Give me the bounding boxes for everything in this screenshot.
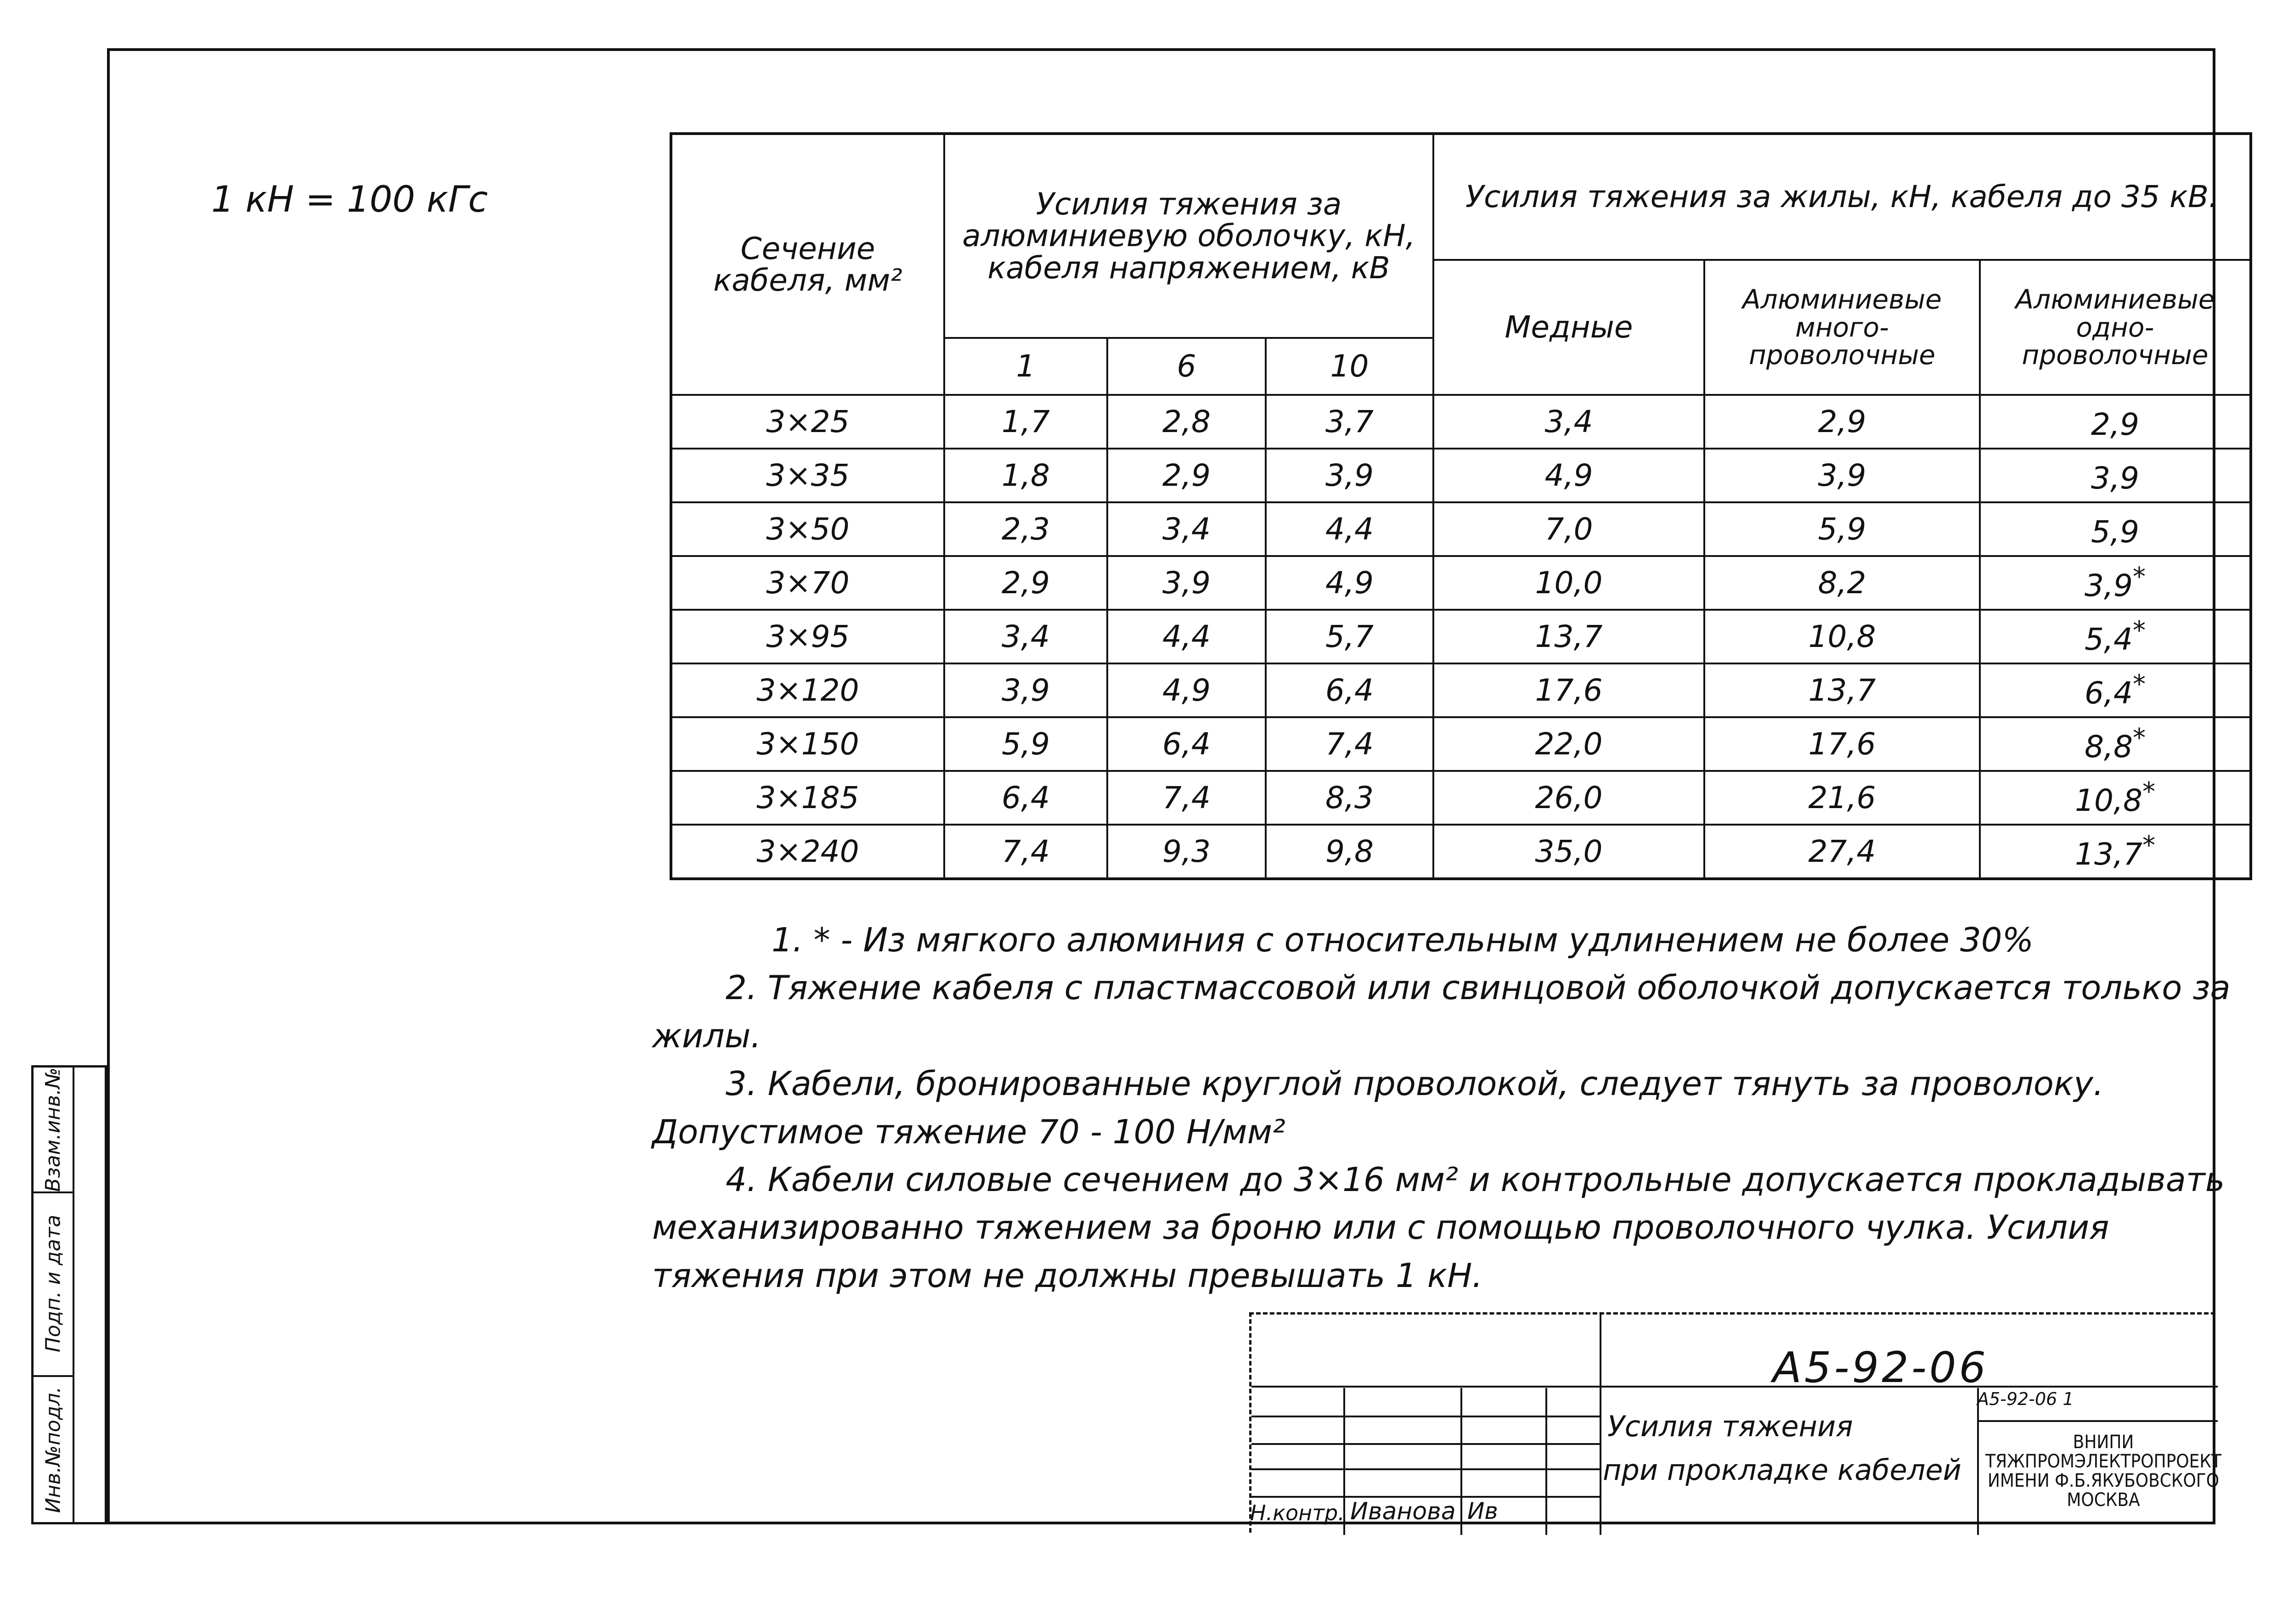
cell-v6: 2,8	[1107, 395, 1266, 449]
note-3: 3. Кабели, бронированные круглой проволокой, следует тянуть за проволоку. Допустимое тяжение 70 - 100 Н/мм²	[652, 1064, 2104, 1151]
note-4: 4. Кабели силовые сечением до 3×16 мм² и контрольные допускается прокладывать механизированно тяжением за броню или с помощью проволочного чулка. Усилия тяжения при этом не должны превышать 1 кН.	[652, 1160, 2225, 1295]
cell-v1: 2,9	[944, 556, 1107, 610]
signature: Ив	[1467, 1498, 1498, 1524]
pulling-force-table	[670, 132, 2252, 880]
cell-al_single: 10,8*	[1980, 771, 2251, 825]
norm-control-name: Иванова	[1350, 1498, 1456, 1525]
cell-section: 3×185	[671, 771, 944, 825]
header-sheath: Усилия тяжения за алюминиевую оболочку, кН, кабеля напряжением, кВ	[944, 134, 1433, 338]
cell-cu: 22,0	[1433, 717, 1704, 771]
cell-al_multi: 3,9	[1704, 449, 1980, 502]
cell-v1: 6,4	[944, 771, 1107, 825]
cell-v10: 5,7	[1266, 610, 1433, 663]
cell-al_single: 3,9*	[1980, 556, 2251, 610]
cell-cu: 26,0	[1433, 771, 1704, 825]
table-row	[671, 663, 2251, 717]
cell-cu: 10,0	[1433, 556, 1704, 610]
cell-v1: 1,7	[944, 395, 1107, 449]
cell-section: 3×35	[671, 449, 944, 502]
cell-al_multi: 13,7	[1704, 663, 1980, 717]
cell-v1: 3,4	[944, 610, 1107, 663]
cell-cu: 3,4	[1433, 395, 1704, 449]
side-approval-strip	[31, 1065, 107, 1524]
cell-al_multi: 10,8	[1704, 610, 1980, 663]
header-voltage-6: 6	[1107, 338, 1266, 395]
table-row	[671, 395, 2251, 449]
cell-v6: 6,4	[1107, 717, 1266, 771]
drawing-code: А5-92-06	[1773, 1343, 1989, 1392]
cell-v1: 5,9	[944, 717, 1107, 771]
sheet-info: А5-92-06 1	[1977, 1389, 2074, 1409]
table-row	[671, 825, 2251, 879]
cell-section: 3×25	[671, 395, 944, 449]
cell-v10: 9,8	[1266, 825, 1433, 879]
cell-al_multi: 2,9	[1704, 395, 1980, 449]
cell-al_single: 2,9	[1980, 395, 2251, 449]
strip-cell-signature: Подп. и дата	[34, 1191, 73, 1377]
organization-block: ВНИПИ ТЯЖПРОМЭЛЕКТРОПРОЕКТ ИМЕНИ Ф.Б.ЯКУБОВСКОГО МОСКВА	[1985, 1432, 2221, 1511]
cell-v10: 6,4	[1266, 663, 1433, 717]
cell-v10: 4,4	[1266, 502, 1433, 556]
note-2: 2. Тяжение кабеля с пластмассовой или свинцовой оболочкой допускается только за жилы.	[652, 968, 2231, 1055]
cell-v6: 2,9	[1107, 449, 1266, 502]
cell-al_multi: 27,4	[1704, 825, 1980, 879]
cell-al_single: 13,7*	[1980, 825, 2251, 879]
cell-cu: 17,6	[1433, 663, 1704, 717]
footnote-star: *	[2132, 723, 2146, 753]
cell-al_single: 3,9	[1980, 449, 2251, 502]
cell-v10: 8,3	[1266, 771, 1433, 825]
strip-cell-inventory: Инв.№подл.	[41, 1386, 65, 1513]
cell-v10: 7,4	[1266, 717, 1433, 771]
table-row	[671, 610, 2251, 663]
drawing-title-line2: при прокладке кабелей	[1603, 1453, 1961, 1487]
cell-cu: 35,0	[1433, 825, 1704, 879]
cell-section: 3×150	[671, 717, 944, 771]
table-row	[671, 449, 2251, 502]
cell-al_multi: 5,9	[1704, 502, 1980, 556]
cell-al_multi: 21,6	[1704, 771, 1980, 825]
cell-al_single: 8,8*	[1980, 717, 2251, 771]
cell-v1: 2,3	[944, 502, 1107, 556]
cell-section: 3×50	[671, 502, 944, 556]
cell-al_single: 5,4*	[1980, 610, 2251, 663]
cell-v10: 3,7	[1266, 395, 1433, 449]
table-row	[671, 717, 2251, 771]
table-row	[671, 502, 2251, 556]
cell-al_single: 5,9	[1980, 502, 2251, 556]
drawing-title-line1: Усилия тяжения	[1607, 1410, 1853, 1443]
cell-v6: 7,4	[1107, 771, 1266, 825]
cell-v6: 4,9	[1107, 663, 1266, 717]
cell-v6: 3,4	[1107, 502, 1266, 556]
table-row	[671, 556, 2251, 610]
footnote-star: *	[2132, 562, 2146, 592]
strip-cell-replaced: Взам.инв.№	[34, 1068, 73, 1193]
header-copper: Медные	[1433, 260, 1704, 395]
header-cores: Усилия тяжения за жилы, кН, кабеля до 35 кВ.	[1433, 134, 2251, 260]
cell-al_single: 6,4*	[1980, 663, 2251, 717]
notes	[652, 916, 2232, 1299]
cell-v10: 3,9	[1266, 449, 1433, 502]
cell-v6: 4,4	[1107, 610, 1266, 663]
cell-v6: 9,3	[1107, 825, 1266, 879]
header-section: Сечение кабеля, мм²	[671, 134, 944, 395]
cell-v6: 3,9	[1107, 556, 1266, 610]
header-al-single: Алюминиевые одно- проволочные	[1980, 260, 2251, 395]
table-row	[671, 771, 2251, 825]
cell-cu: 4,9	[1433, 449, 1704, 502]
cell-section: 3×120	[671, 663, 944, 717]
cell-cu: 7,0	[1433, 502, 1704, 556]
footnote-star: *	[2132, 616, 2146, 646]
norm-control-label: Н.контр.	[1250, 1500, 1345, 1525]
cell-section: 3×70	[671, 556, 944, 610]
footnote-star: *	[2142, 831, 2155, 861]
cell-section: 3×95	[671, 610, 944, 663]
cell-v1: 1,8	[944, 449, 1107, 502]
footnote-star: *	[2142, 777, 2155, 807]
cell-v1: 7,4	[944, 825, 1107, 879]
unit-conversion-note: 1 кН = 100 кГс	[211, 179, 488, 220]
header-al-multi: Алюминиевые много- проволочные	[1704, 260, 1980, 395]
note-1: 1. * - Из мягкого алюминия с относительным удлинением не более 30%	[772, 921, 2034, 959]
cell-al_multi: 17,6	[1704, 717, 1980, 771]
cell-al_multi: 8,2	[1704, 556, 1980, 610]
cell-section: 3×240	[671, 825, 944, 879]
cell-cu: 13,7	[1433, 610, 1704, 663]
cell-v10: 4,9	[1266, 556, 1433, 610]
cell-v1: 3,9	[944, 663, 1107, 717]
header-voltage-1: 1	[944, 338, 1107, 395]
header-voltage-10: 10	[1266, 338, 1433, 395]
footnote-star: *	[2132, 669, 2146, 700]
